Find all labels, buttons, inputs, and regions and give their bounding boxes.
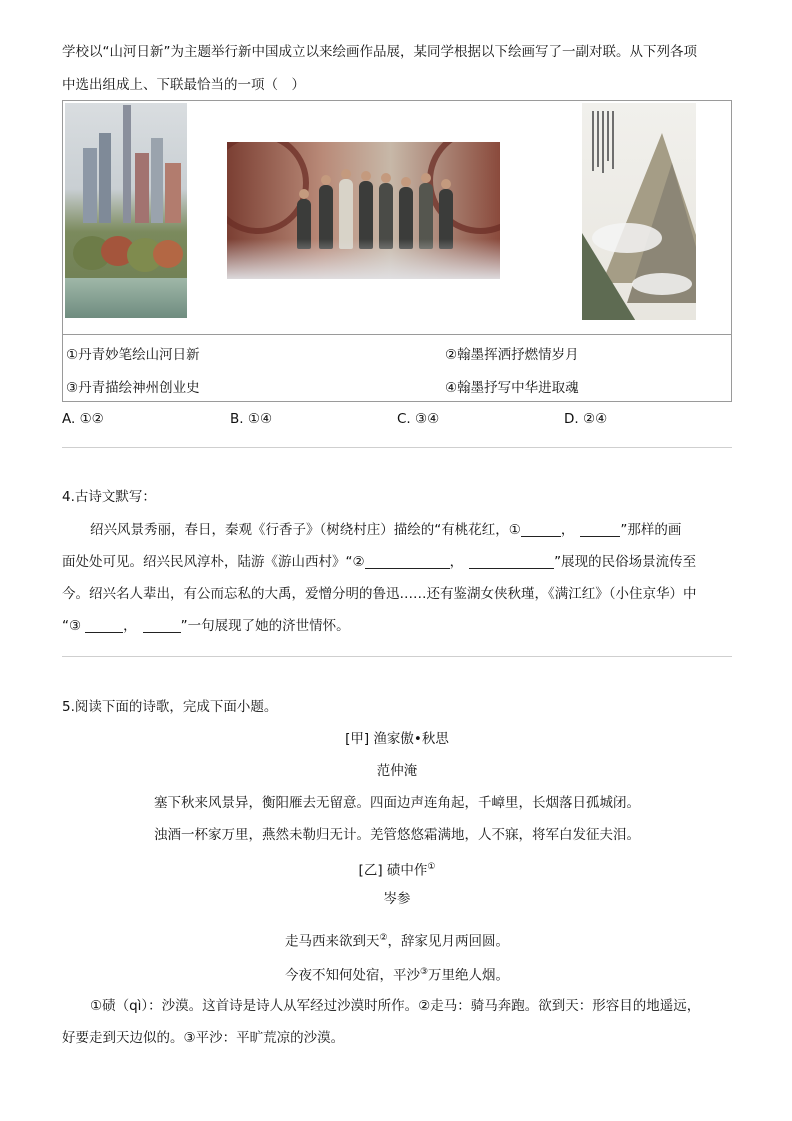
q4-line-1: 绍兴风景秀丽，春日，秦观《行香子》（树绕村庄）描绘的“有桃花红，① ， ”那样的画 — [90, 522, 682, 538]
city-park-painting — [65, 103, 187, 318]
option-4: ④翰墨抒写中华进取魂 — [445, 380, 579, 396]
poem2-line-2: 今夜不知何处宿，平沙③万里绝人烟。 — [284, 967, 510, 984]
poem1-line-2: 浊酒一杯家万里，燕然未勒归无计。羌管悠悠霜满地，人不寐，将军白发征夫泪。 — [154, 827, 640, 843]
blank-1b[interactable] — [580, 522, 620, 537]
blank-2a[interactable] — [365, 554, 450, 569]
blank-3a[interactable] — [85, 618, 123, 633]
option-3: ③丹青描绘神州创业史 — [66, 380, 200, 396]
notes-line-2: 好要走到天边似的。③平沙：平旷荒凉的沙漠。 — [62, 1030, 345, 1046]
divider — [62, 656, 732, 657]
poem1-author: 范仲淹 — [376, 763, 418, 779]
workers-locomotive-painting — [227, 142, 500, 279]
options-row-2 — [63, 368, 731, 401]
q4-line-2: 面处处可见。绍兴民风淳朴，陆游《游山西村》“② ， ”展现的民俗场景流传至 — [62, 554, 697, 570]
q3-stem-line-2: 中选出组成上、下联最恰当的一项（ ） — [62, 77, 305, 93]
poem1-title: [甲] 渔家傲•秋思 — [345, 731, 449, 747]
mountain-landscape-painting — [582, 103, 696, 320]
q3-image-table — [62, 100, 732, 402]
divider — [62, 447, 732, 448]
choice-b[interactable]: B. ①④ — [230, 411, 273, 427]
option-1: ①丹青妙笔绘山河日新 — [66, 347, 200, 363]
q4-line-3: 今。绍兴名人辈出，有公而忘私的大禹，爱憎分明的鲁迅……还有鉴湖女侠秋瑾，《满江红》（小住京华）中 — [62, 586, 697, 602]
options-row-1 — [63, 335, 731, 368]
blank-3b[interactable] — [143, 618, 181, 633]
q5-title: 5.阅读下面的诗歌，完成下面小题。 — [62, 699, 278, 715]
poem1-line-1: 塞下秋来风景异，衡阳雁去无留意。四面边声连角起，千嶂里，长烟落日孤城闭。 — [154, 795, 640, 811]
poem2-author: 岑参 — [383, 891, 411, 907]
q4-title: 4.古诗文默写： — [62, 489, 156, 505]
q3-stem-line-1: 学校以“山河日新”为主题举行新中国成立以来绘画作品展，某同学根据以下绘画写了一副对联。从下列各项 — [62, 44, 697, 60]
blank-1a[interactable] — [521, 522, 561, 537]
choice-a[interactable]: A. ①② — [62, 411, 104, 427]
choice-d[interactable]: D. ②④ — [564, 411, 608, 427]
poem2-title: [乙] 碛中作① — [358, 862, 436, 879]
option-2: ②翰墨挥洒抒燃情岁月 — [445, 347, 579, 363]
choice-c[interactable]: C. ③④ — [397, 411, 440, 427]
poem2-line-1: 走马西来欲到天②，辞家见月两回圆。 — [284, 933, 510, 950]
blank-2b[interactable] — [469, 554, 554, 569]
notes-line-1: ①碛（qì）：沙漠。这首诗是诗人从军经过沙漠时所作。②走马：骑马奔跑。欲到天：形容目的地遥远， — [90, 998, 701, 1014]
q4-line-4: “③ ， ”一句展现了她的济世情怀。 — [62, 618, 350, 634]
paintings-row — [63, 101, 731, 335]
